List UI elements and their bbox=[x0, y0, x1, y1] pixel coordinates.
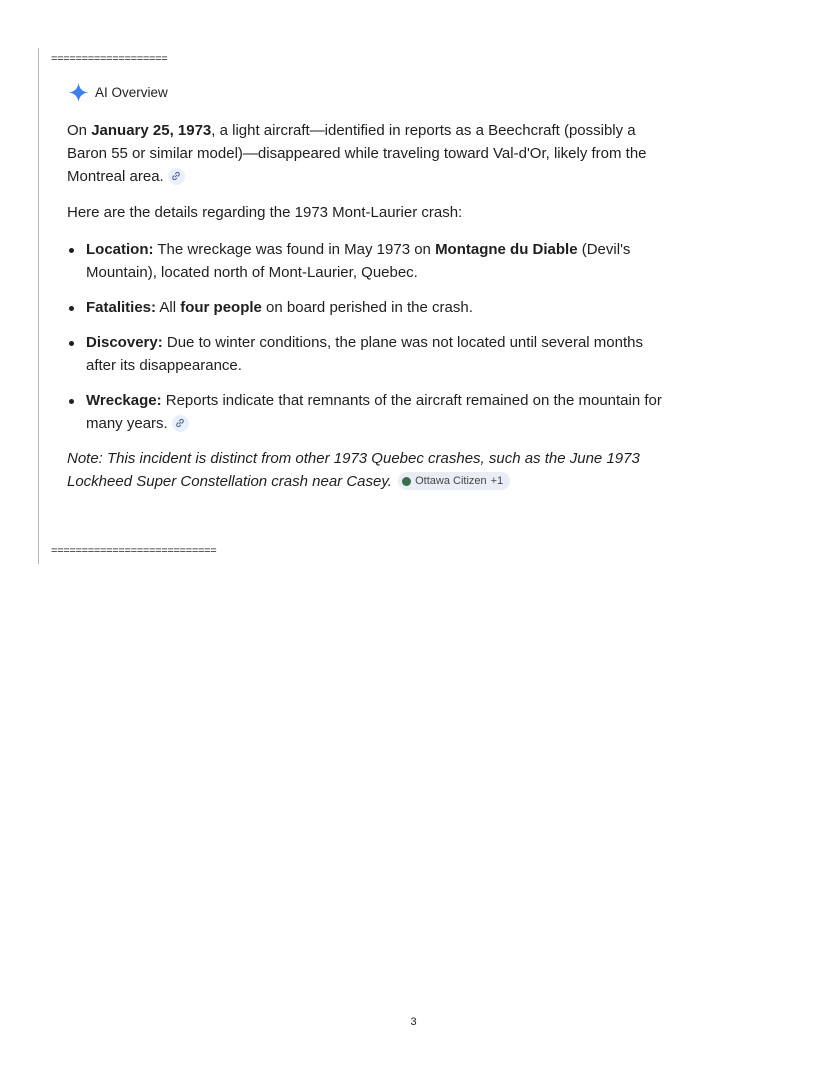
source-chip[interactable] bbox=[398, 472, 510, 490]
list-item bbox=[67, 238, 677, 284]
page-number: 3 bbox=[410, 1016, 417, 1028]
link-icon bbox=[175, 418, 185, 428]
bullet-text: Due to winter conditions, the plane was not located until several months after its disappearance. bbox=[86, 334, 643, 374]
details-list bbox=[67, 238, 677, 435]
left-margin-rule bbox=[38, 48, 39, 564]
citation-link-button[interactable] bbox=[172, 415, 189, 432]
bullet-label: Location: bbox=[86, 241, 154, 258]
bullet-text: All bbox=[156, 299, 181, 316]
intro-text: , a light aircraft—identified in reports as a Beechcraft (possibly a Baron 55 or similar model)—disappeared while traveling toward Val-d'Or, likely from the Montreal area. bbox=[67, 122, 647, 185]
bullet-bold: four people bbox=[180, 299, 262, 316]
bullet-text: on board perished in the crash. bbox=[261, 299, 473, 316]
ai-overview-header bbox=[68, 82, 168, 103]
bullet-label: Discovery: bbox=[86, 334, 163, 351]
bullet-text: Reports indicate that remnants of the aircraft remained on the mountain for many years. bbox=[86, 392, 662, 432]
sparkle-icon bbox=[68, 82, 89, 103]
top-separator: =================== bbox=[51, 53, 168, 65]
source-favicon-icon bbox=[402, 477, 411, 486]
bullet-label: Wreckage: bbox=[86, 392, 162, 409]
note-text: Note: This incident is distinct from other 1973 Quebec crashes, such as the June 1973 Lockheed Super Constellation crash near Casey. bbox=[67, 450, 640, 490]
list-item bbox=[67, 389, 677, 435]
note-paragraph bbox=[67, 447, 677, 493]
bullet-label: Fatalities: bbox=[86, 299, 157, 316]
details-lead: Here are the details regarding the 1973 Mont-Laurier crash: bbox=[67, 204, 463, 221]
ai-overview-title: AI Overview bbox=[95, 85, 168, 100]
bottom-separator: =========================== bbox=[51, 545, 217, 557]
list-item bbox=[67, 331, 677, 377]
intro-paragraph bbox=[67, 119, 677, 188]
bullet-text: (Devil's Mountain), located north of Mont-Laurier, Quebec. bbox=[86, 241, 631, 281]
source-extra-count: +1 bbox=[490, 474, 504, 487]
intro-prefix: On bbox=[67, 122, 92, 139]
citation-link-button[interactable] bbox=[168, 168, 185, 185]
bullet-bold: Montagne du Diable bbox=[435, 241, 578, 258]
intro-date: January 25, 1973 bbox=[91, 122, 212, 139]
source-name: Ottawa Citizen bbox=[415, 474, 487, 487]
link-icon bbox=[171, 171, 181, 181]
ai-overview-content bbox=[67, 119, 677, 493]
bullet-text: The wreckage was found in May 1973 on bbox=[153, 241, 436, 258]
list-item bbox=[67, 296, 677, 319]
